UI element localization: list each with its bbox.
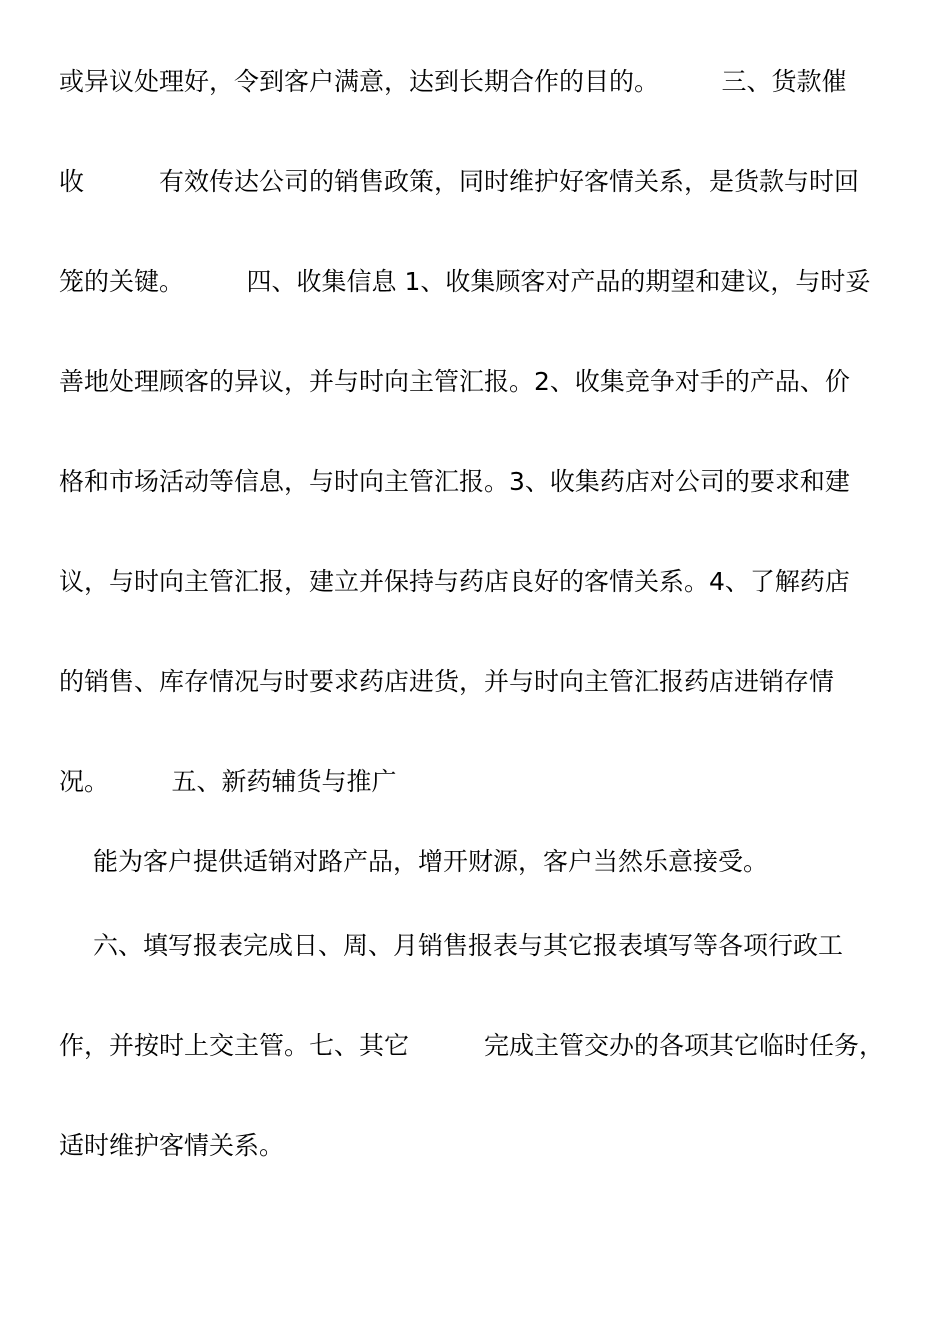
text-line-4: 善地处理顾客的异议，并与时向主管汇报。2、收集竞争对手的产品、价 <box>59 367 850 396</box>
text-line-10: 六、填写报表完成日、周、月销售报表与其它报表填写等各项行政工 <box>93 931 844 960</box>
text-line-11: 作，并按时上交主管。七、其它 完成主管交办的各项其它临时任务， <box>59 1031 885 1060</box>
text-line-5: 格和市场活动等信息，与时向主管汇报。3、收集药店对公司的要求和建 <box>59 467 850 496</box>
text-line-7: 的销售、库存情况与时要求药店进货，并与时向主管汇报药店进销存情 <box>59 667 835 696</box>
text-line-3: 笼的关键。 四、收集信息 1、收集顾客对产品的期望和建议，与时妥 <box>59 267 871 296</box>
text-line-9: 能为客户提供适销对路产品，增开财源，客户当然乐意接受。 <box>93 847 769 876</box>
text-line-12: 适时维护客情关系。 <box>59 1131 285 1160</box>
text-line-8: 况。 五、新药辅货与推广 <box>59 767 397 796</box>
text-line-2: 收 有效传达公司的销售政策，同时维护好客情关系，是货款与时回 <box>59 167 860 196</box>
text-line-6: 议，与时向主管汇报，建立并保持与药店良好的客情关系。4、了解药店 <box>59 567 850 596</box>
text-line-1: 或异议处理好，令到客户满意，达到长期合作的目的。 三、货款催 <box>59 67 847 96</box>
